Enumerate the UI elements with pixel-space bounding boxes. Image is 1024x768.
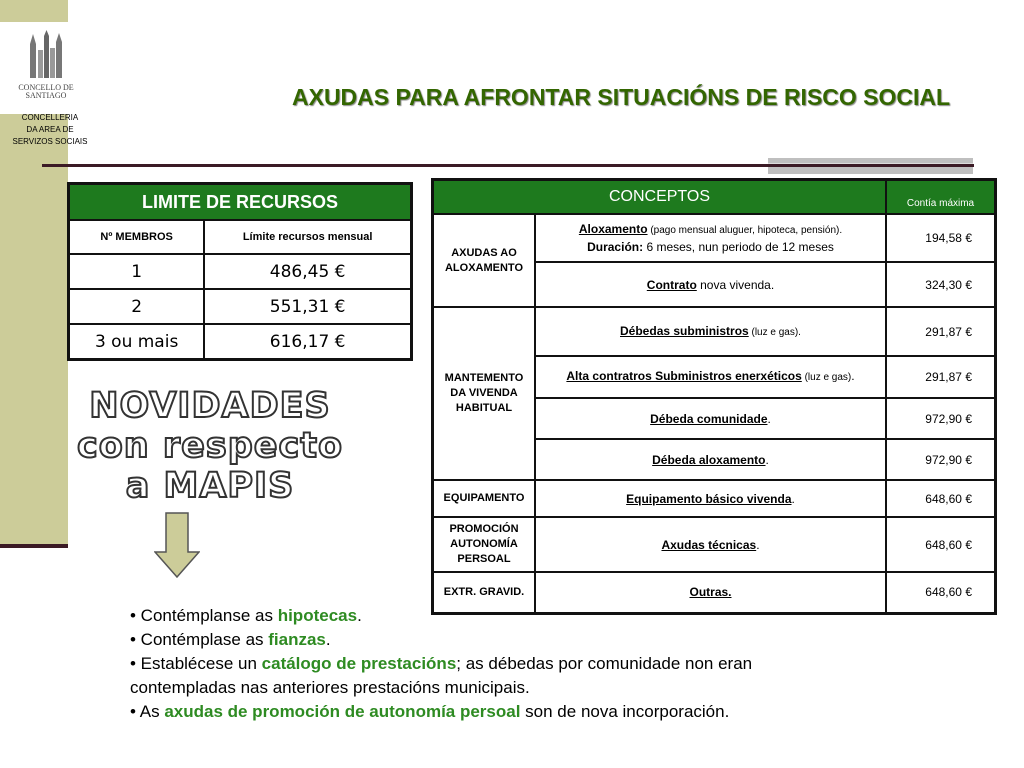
category-extraordinary: EXTR. GRAVID. xyxy=(433,572,536,613)
amount-cell: 291,87 € xyxy=(886,356,996,398)
cathedral-towers-icon xyxy=(24,30,68,78)
list-item xyxy=(130,652,790,700)
category-text: PERSOAL xyxy=(457,553,511,565)
category-text: PROMOCIÓN xyxy=(449,523,519,535)
concept-text: . xyxy=(756,537,760,552)
category-text: HABITUAL xyxy=(455,402,513,414)
table-row xyxy=(433,214,996,262)
concept-description xyxy=(535,439,886,480)
duration-value: 6 meses, nun periodo de 12 meses xyxy=(643,240,834,254)
concept-title: Débedas subministros xyxy=(620,323,749,338)
amount-header: Contía máxima xyxy=(886,180,996,215)
logo-text xyxy=(8,84,84,100)
bullet-text: • Establécese un xyxy=(130,654,262,673)
caption-line-1: CONCELLERIA xyxy=(21,113,79,122)
bullet-text: . xyxy=(325,630,331,649)
logo xyxy=(0,22,92,114)
bullet-highlight: catálogo de prestacións xyxy=(261,654,457,673)
concept-description xyxy=(535,214,886,262)
concepts-table xyxy=(431,178,997,615)
caption-line-2: DA AREA DE xyxy=(26,125,74,134)
concept-title: Alta contratros Subministros enerxéticos xyxy=(566,369,802,383)
concept-description xyxy=(535,517,886,572)
list-item xyxy=(130,604,790,628)
category-housing xyxy=(433,214,536,307)
category-text: ALOXAMENTO xyxy=(444,261,524,274)
concept-title: Débeda aloxamento xyxy=(652,452,766,467)
bullet-text: • As xyxy=(130,702,165,721)
concept-note: (pago mensual aluguer, hipoteca, pensión). xyxy=(647,225,843,236)
bullet-highlight: axudas de promoción de autonomía persoal xyxy=(164,702,521,721)
concepts-header: CONCEPTOS xyxy=(433,180,887,215)
category-promotion xyxy=(433,517,536,572)
table-row xyxy=(433,517,996,572)
amount-cell: 291,87 € xyxy=(886,307,996,356)
amount-cell: 648,60 € xyxy=(886,480,996,517)
concept-description xyxy=(535,262,886,307)
concept-title: Axudas técnicas xyxy=(661,537,757,552)
table-row xyxy=(69,254,412,289)
logo-line-1: CONCELLO DE xyxy=(18,83,74,92)
concept-description xyxy=(535,480,886,517)
concept-title: Aloxamento xyxy=(578,222,648,236)
table-row xyxy=(69,289,412,324)
category-text: AUTONOMÍA xyxy=(450,538,518,550)
amount-cell: 324,30 € xyxy=(886,262,996,307)
table-row xyxy=(433,480,996,517)
concept-note: (luz e gas). xyxy=(748,326,801,338)
bullet-text: • Contémplanse as xyxy=(130,606,278,625)
bullet-text: • Contémplase as xyxy=(130,630,269,649)
concept-title: Contrato xyxy=(646,277,697,292)
amount-cell: 648,60 € xyxy=(886,517,996,572)
concept-text: nova vivenda. xyxy=(696,277,775,292)
category-maintenance xyxy=(433,307,536,480)
concept-text: . xyxy=(791,491,795,506)
duration-label: Duración: xyxy=(587,240,644,254)
concept-description xyxy=(535,398,886,439)
members-cell: 1 xyxy=(69,254,205,289)
novelties-list xyxy=(130,604,790,724)
novidades-banner xyxy=(30,386,390,506)
logo-line-2: SANTIAGO xyxy=(25,91,67,100)
amount-cell: 972,90 € xyxy=(886,439,996,480)
concept-text: . xyxy=(765,452,769,467)
category-equipment: EQUIPAMENTO xyxy=(433,480,536,517)
title-rule xyxy=(42,164,974,167)
concept-title: Equipamento básico vivenda xyxy=(626,491,792,506)
concept-description xyxy=(535,356,886,398)
bullet-text: son de nova incorporación. xyxy=(520,702,730,721)
limit-cell: 616,17 € xyxy=(204,324,411,360)
novidades-line-3: a MAPIS xyxy=(125,466,295,506)
limits-col-limit: Límite recursos mensual xyxy=(204,220,411,254)
novidades-line-1: NOVIDADES xyxy=(89,386,331,426)
table-row xyxy=(433,307,996,356)
table-row xyxy=(69,324,412,360)
limit-cell: 486,45 € xyxy=(204,254,411,289)
amount-cell: 648,60 € xyxy=(886,572,996,613)
bullet-text: ; as débedas por comunidade non eran contempladas nas anteriores prestacións municipais. xyxy=(130,654,753,697)
resource-limits-table xyxy=(67,182,413,361)
amount-cell: 972,90 € xyxy=(886,398,996,439)
category-text: AXUDAS AO xyxy=(451,246,517,259)
page-title: AXUDAS PARA AFRONTAR SITUACIÓNS DE RISCO SOCIAL xyxy=(292,84,951,110)
list-item xyxy=(130,700,790,724)
concept-title: Débeda comunidade xyxy=(650,411,768,426)
novidades-line-2: con respecto xyxy=(76,426,344,466)
concept-text: . xyxy=(851,369,855,383)
concept-note: (luz e gas) xyxy=(801,372,852,383)
bullet-highlight: hipotecas xyxy=(277,606,358,625)
caption-line-3: SERVIZOS SOCIAIS xyxy=(12,137,88,146)
concept-title: Outras. xyxy=(689,585,732,600)
amount-cell: 194,58 € xyxy=(886,214,996,262)
bullet-highlight: fianzas xyxy=(268,630,326,649)
bullet-text: . xyxy=(357,606,362,625)
department-caption xyxy=(0,112,100,148)
limits-col-members: Nº MEMBROS xyxy=(69,220,205,254)
limits-title: LIMITE DE RECURSOS xyxy=(69,184,412,221)
members-cell: 2 xyxy=(69,289,205,324)
list-item xyxy=(130,628,790,652)
members-cell: 3 ou mais xyxy=(69,324,205,360)
category-text: MANTEMENTO xyxy=(444,372,524,384)
limit-cell: 551,31 € xyxy=(204,289,411,324)
concept-description xyxy=(535,307,886,356)
arrow-down-icon xyxy=(154,512,200,578)
left-strip-underline xyxy=(0,544,68,548)
concept-text: . xyxy=(767,411,771,426)
category-text: DA VIVENDA xyxy=(450,387,518,399)
